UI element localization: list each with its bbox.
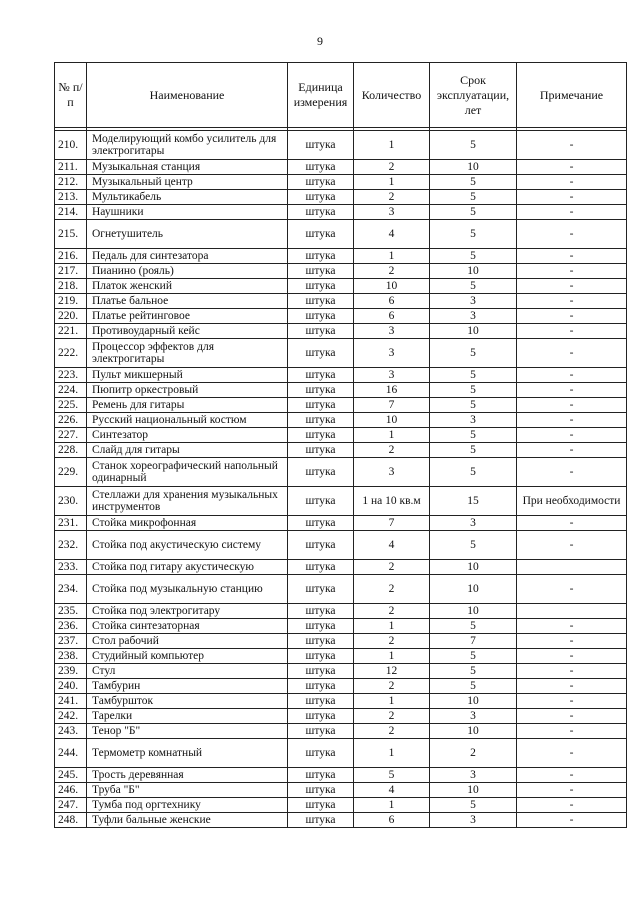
note-cell: - <box>517 634 627 649</box>
unit-cell: штука <box>288 487 354 516</box>
quantity-cell: 2 <box>354 679 430 694</box>
unit-cell: штука <box>288 798 354 813</box>
service-life-cell: 5 <box>430 205 517 220</box>
unit-cell: штука <box>288 398 354 413</box>
unit-cell: штука <box>288 160 354 175</box>
note-cell: - <box>517 664 627 679</box>
note-cell: При необходимости <box>517 487 627 516</box>
quantity-cell: 3 <box>354 368 430 383</box>
note-cell: - <box>517 190 627 205</box>
header-num: № п/п <box>55 63 87 128</box>
unit-cell: штука <box>288 679 354 694</box>
note-cell: - <box>517 428 627 443</box>
note-cell: - <box>517 443 627 458</box>
service-life-cell: 5 <box>430 458 517 487</box>
item-name: Наушники <box>87 205 288 220</box>
item-name: Стеллажи для хранения музыкальных инструментов <box>87 487 288 516</box>
service-life-cell: 10 <box>430 324 517 339</box>
table-row <box>55 220 627 249</box>
quantity-cell: 2 <box>354 604 430 619</box>
row-number: 239. <box>55 664 87 679</box>
row-number: 236. <box>55 619 87 634</box>
table-row <box>55 664 627 679</box>
unit-cell: штука <box>288 428 354 443</box>
note-cell: - <box>517 339 627 368</box>
table-row <box>55 294 627 309</box>
item-name: Стол рабочий <box>87 634 288 649</box>
service-life-cell: 5 <box>430 531 517 560</box>
quantity-cell: 4 <box>354 531 430 560</box>
header-row <box>55 63 627 128</box>
quantity-cell: 3 <box>354 339 430 368</box>
quantity-cell: 7 <box>354 398 430 413</box>
note-cell: - <box>517 398 627 413</box>
table-row <box>55 413 627 428</box>
table-row <box>55 783 627 798</box>
service-life-cell: 5 <box>430 131 517 160</box>
table-row <box>55 368 627 383</box>
note-cell: - <box>517 619 627 634</box>
quantity-cell: 1 <box>354 798 430 813</box>
unit-cell: штука <box>288 619 354 634</box>
service-life-cell: 5 <box>430 249 517 264</box>
table-row <box>55 798 627 813</box>
item-name: Пульт микшерный <box>87 368 288 383</box>
quantity-cell: 6 <box>354 294 430 309</box>
item-name: Тумба под оргтехнику <box>87 798 288 813</box>
row-number: 246. <box>55 783 87 798</box>
item-name: Огнетушитель <box>87 220 288 249</box>
table-row <box>55 190 627 205</box>
table-row <box>55 575 627 604</box>
unit-cell: штука <box>288 264 354 279</box>
header-unit: Единица измерения <box>288 63 354 128</box>
table-row <box>55 264 627 279</box>
header-name: Наименование <box>87 63 288 128</box>
row-number: 216. <box>55 249 87 264</box>
quantity-cell: 1 <box>354 175 430 190</box>
row-number: 213. <box>55 190 87 205</box>
service-life-cell: 7 <box>430 634 517 649</box>
table-row <box>55 175 627 190</box>
table-row <box>55 205 627 220</box>
item-name: Стойка синтезаторная <box>87 619 288 634</box>
item-name: Платок женский <box>87 279 288 294</box>
unit-cell: штука <box>288 739 354 768</box>
quantity-cell: 1 на 10 кв.м <box>354 487 430 516</box>
unit-cell: штука <box>288 175 354 190</box>
item-name: Тамбурин <box>87 679 288 694</box>
quantity-cell: 1 <box>354 739 430 768</box>
quantity-cell: 3 <box>354 458 430 487</box>
quantity-cell: 6 <box>354 309 430 324</box>
service-life-cell: 2 <box>430 739 517 768</box>
service-life-cell: 10 <box>430 783 517 798</box>
unit-cell: штука <box>288 768 354 783</box>
note-cell: - <box>517 813 627 828</box>
item-name: Трость деревянная <box>87 768 288 783</box>
inventory-table <box>54 62 627 828</box>
table-row <box>55 619 627 634</box>
note-cell: - <box>517 413 627 428</box>
note-cell: - <box>517 294 627 309</box>
item-name: Пюпитр оркестровый <box>87 383 288 398</box>
note-cell: - <box>517 724 627 739</box>
unit-cell: штука <box>288 649 354 664</box>
quantity-cell: 16 <box>354 383 430 398</box>
item-name: Пианино (рояль) <box>87 264 288 279</box>
unit-cell: штука <box>288 249 354 264</box>
item-name: Слайд для гитары <box>87 443 288 458</box>
table-row <box>55 694 627 709</box>
service-life-cell: 5 <box>430 428 517 443</box>
note-cell: - <box>517 175 627 190</box>
item-name: Тарелки <box>87 709 288 724</box>
service-life-cell: 5 <box>430 279 517 294</box>
row-number: 243. <box>55 724 87 739</box>
row-number: 210. <box>55 131 87 160</box>
unit-cell: штука <box>288 709 354 724</box>
quantity-cell: 2 <box>354 560 430 575</box>
row-number: 235. <box>55 604 87 619</box>
note-cell: - <box>517 709 627 724</box>
table-row <box>55 560 627 575</box>
service-life-cell: 15 <box>430 487 517 516</box>
quantity-cell: 4 <box>354 783 430 798</box>
header-life: Срок эксплуатации, лет <box>430 63 517 128</box>
service-life-cell: 5 <box>430 679 517 694</box>
row-number: 219. <box>55 294 87 309</box>
unit-cell: штука <box>288 309 354 324</box>
unit-cell: штука <box>288 724 354 739</box>
service-life-cell: 5 <box>430 383 517 398</box>
item-name: Стойка под музыкальную станцию <box>87 575 288 604</box>
item-name: Ремень для гитары <box>87 398 288 413</box>
item-name: Музыкальная станция <box>87 160 288 175</box>
unit-cell: штука <box>288 694 354 709</box>
quantity-cell: 1 <box>354 428 430 443</box>
unit-cell: штука <box>288 131 354 160</box>
row-number: 248. <box>55 813 87 828</box>
note-cell: - <box>517 131 627 160</box>
table-row <box>55 458 627 487</box>
table-row <box>55 160 627 175</box>
note-cell: - <box>517 798 627 813</box>
row-number: 222. <box>55 339 87 368</box>
unit-cell: штука <box>288 443 354 458</box>
quantity-cell: 2 <box>354 264 430 279</box>
row-number: 232. <box>55 531 87 560</box>
note-cell: - <box>517 575 627 604</box>
row-number: 221. <box>55 324 87 339</box>
service-life-cell: 10 <box>430 160 517 175</box>
table-row <box>55 813 627 828</box>
item-name: Стойка под акустическую систему <box>87 531 288 560</box>
service-life-cell: 5 <box>430 175 517 190</box>
note-cell: - <box>517 531 627 560</box>
note-cell: - <box>517 309 627 324</box>
unit-cell: штука <box>288 205 354 220</box>
item-name: Педаль для синтезатора <box>87 249 288 264</box>
quantity-cell: 3 <box>354 205 430 220</box>
item-name: Труба "Б" <box>87 783 288 798</box>
note-cell: - <box>517 279 627 294</box>
service-life-cell: 10 <box>430 575 517 604</box>
item-name: Музыкальный центр <box>87 175 288 190</box>
quantity-cell: 3 <box>354 324 430 339</box>
service-life-cell: 3 <box>430 294 517 309</box>
quantity-cell: 2 <box>354 724 430 739</box>
row-number: 245. <box>55 768 87 783</box>
row-number: 211. <box>55 160 87 175</box>
unit-cell: штука <box>288 575 354 604</box>
item-name: Туфли бальные женские <box>87 813 288 828</box>
note-cell: - <box>517 383 627 398</box>
quantity-cell: 2 <box>354 709 430 724</box>
table-row <box>55 443 627 458</box>
quantity-cell: 1 <box>354 649 430 664</box>
unit-cell: штука <box>288 190 354 205</box>
quantity-cell: 5 <box>354 768 430 783</box>
note-cell: - <box>517 324 627 339</box>
quantity-cell: 2 <box>354 443 430 458</box>
note-cell: - <box>517 160 627 175</box>
service-life-cell: 10 <box>430 604 517 619</box>
quantity-cell: 2 <box>354 190 430 205</box>
row-number: 218. <box>55 279 87 294</box>
item-name: Тенор "Б" <box>87 724 288 739</box>
note-cell <box>517 604 627 619</box>
item-name: Станок хореографический напольный одинарный <box>87 458 288 487</box>
quantity-cell: 12 <box>354 664 430 679</box>
row-number: 244. <box>55 739 87 768</box>
quantity-cell: 7 <box>354 516 430 531</box>
quantity-cell: 10 <box>354 279 430 294</box>
unit-cell: штука <box>288 458 354 487</box>
table-row <box>55 649 627 664</box>
service-life-cell: 3 <box>430 768 517 783</box>
note-cell: - <box>517 205 627 220</box>
row-number: 212. <box>55 175 87 190</box>
item-name: Платье бальное <box>87 294 288 309</box>
note-cell: - <box>517 739 627 768</box>
note-cell: - <box>517 694 627 709</box>
unit-cell: штука <box>288 531 354 560</box>
table-row <box>55 634 627 649</box>
service-life-cell: 5 <box>430 664 517 679</box>
note-cell: - <box>517 458 627 487</box>
row-number: 234. <box>55 575 87 604</box>
item-name: Студийный компьютер <box>87 649 288 664</box>
unit-cell: штука <box>288 413 354 428</box>
unit-cell: штука <box>288 339 354 368</box>
quantity-cell: 4 <box>354 220 430 249</box>
row-number: 229. <box>55 458 87 487</box>
unit-cell: штука <box>288 560 354 575</box>
quantity-cell: 1 <box>354 694 430 709</box>
note-cell: - <box>517 649 627 664</box>
row-number: 230. <box>55 487 87 516</box>
row-number: 224. <box>55 383 87 398</box>
note-cell: - <box>517 220 627 249</box>
table-body <box>55 128 627 828</box>
row-number: 240. <box>55 679 87 694</box>
service-life-cell: 3 <box>430 709 517 724</box>
service-life-cell: 5 <box>430 339 517 368</box>
row-number: 233. <box>55 560 87 575</box>
table-row <box>55 768 627 783</box>
quantity-cell: 2 <box>354 634 430 649</box>
table-row <box>55 383 627 398</box>
quantity-cell: 2 <box>354 575 430 604</box>
unit-cell: штука <box>288 383 354 398</box>
table-row <box>55 604 627 619</box>
header-note: Примечание <box>517 63 627 128</box>
row-number: 228. <box>55 443 87 458</box>
service-life-cell: 5 <box>430 220 517 249</box>
note-cell: - <box>517 783 627 798</box>
table-row <box>55 739 627 768</box>
table-row <box>55 249 627 264</box>
row-number: 220. <box>55 309 87 324</box>
quantity-cell: 6 <box>354 813 430 828</box>
item-name: Термометр комнатный <box>87 739 288 768</box>
row-number: 241. <box>55 694 87 709</box>
unit-cell: штука <box>288 324 354 339</box>
table-row <box>55 679 627 694</box>
service-life-cell: 5 <box>430 619 517 634</box>
note-cell: - <box>517 679 627 694</box>
table-row <box>55 339 627 368</box>
item-name: Мультикабель <box>87 190 288 205</box>
item-name: Тамбуршток <box>87 694 288 709</box>
item-name: Противоударный кейс <box>87 324 288 339</box>
row-number: 231. <box>55 516 87 531</box>
item-name: Стул <box>87 664 288 679</box>
item-name: Стойка микрофонная <box>87 516 288 531</box>
page-number: 9 <box>317 34 323 48</box>
table-row <box>55 398 627 413</box>
service-life-cell: 5 <box>430 798 517 813</box>
unit-cell: штука <box>288 783 354 798</box>
item-name: Русский национальный костюм <box>87 413 288 428</box>
item-name: Стойка под гитару акустическую <box>87 560 288 575</box>
service-life-cell: 3 <box>430 813 517 828</box>
note-cell: - <box>517 368 627 383</box>
item-name: Стойка под электрогитару <box>87 604 288 619</box>
note-cell: - <box>517 768 627 783</box>
table-row <box>55 131 627 160</box>
unit-cell: штука <box>288 294 354 309</box>
quantity-cell: 1 <box>354 131 430 160</box>
unit-cell: штука <box>288 813 354 828</box>
row-number: 227. <box>55 428 87 443</box>
table-row <box>55 279 627 294</box>
unit-cell: штука <box>288 604 354 619</box>
service-life-cell: 5 <box>430 649 517 664</box>
service-life-cell: 5 <box>430 368 517 383</box>
service-life-cell: 3 <box>430 309 517 324</box>
quantity-cell: 1 <box>354 619 430 634</box>
unit-cell: штука <box>288 634 354 649</box>
row-number: 225. <box>55 398 87 413</box>
item-name: Синтезатор <box>87 428 288 443</box>
unit-cell: штука <box>288 368 354 383</box>
row-number: 214. <box>55 205 87 220</box>
row-number: 226. <box>55 413 87 428</box>
service-life-cell: 5 <box>430 398 517 413</box>
unit-cell: штука <box>288 220 354 249</box>
unit-cell: штука <box>288 664 354 679</box>
service-life-cell: 3 <box>430 413 517 428</box>
quantity-cell: 1 <box>354 249 430 264</box>
unit-cell: штука <box>288 516 354 531</box>
note-cell: - <box>517 264 627 279</box>
item-name: Моделирующий комбо усилитель для электрогитары <box>87 131 288 160</box>
row-number: 223. <box>55 368 87 383</box>
table-row <box>55 309 627 324</box>
header-qty: Количество <box>354 63 430 128</box>
service-life-cell: 3 <box>430 516 517 531</box>
item-name: Платье рейтинговое <box>87 309 288 324</box>
row-number: 237. <box>55 634 87 649</box>
note-cell: - <box>517 516 627 531</box>
table-row <box>55 531 627 560</box>
service-life-cell: 5 <box>430 190 517 205</box>
service-life-cell: 10 <box>430 264 517 279</box>
quantity-cell: 2 <box>354 160 430 175</box>
service-life-cell: 10 <box>430 560 517 575</box>
unit-cell: штука <box>288 279 354 294</box>
service-life-cell: 10 <box>430 724 517 739</box>
service-life-cell: 5 <box>430 443 517 458</box>
row-number: 217. <box>55 264 87 279</box>
note-cell <box>517 560 627 575</box>
row-number: 238. <box>55 649 87 664</box>
row-number: 215. <box>55 220 87 249</box>
table-row <box>55 709 627 724</box>
table-row <box>55 487 627 516</box>
item-name: Процессор эффектов для электрогитары <box>87 339 288 368</box>
table-row <box>55 324 627 339</box>
table-row <box>55 724 627 739</box>
row-number: 247. <box>55 798 87 813</box>
service-life-cell: 10 <box>430 694 517 709</box>
note-cell: - <box>517 249 627 264</box>
quantity-cell: 10 <box>354 413 430 428</box>
row-number: 242. <box>55 709 87 724</box>
table-row <box>55 516 627 531</box>
table-row <box>55 428 627 443</box>
